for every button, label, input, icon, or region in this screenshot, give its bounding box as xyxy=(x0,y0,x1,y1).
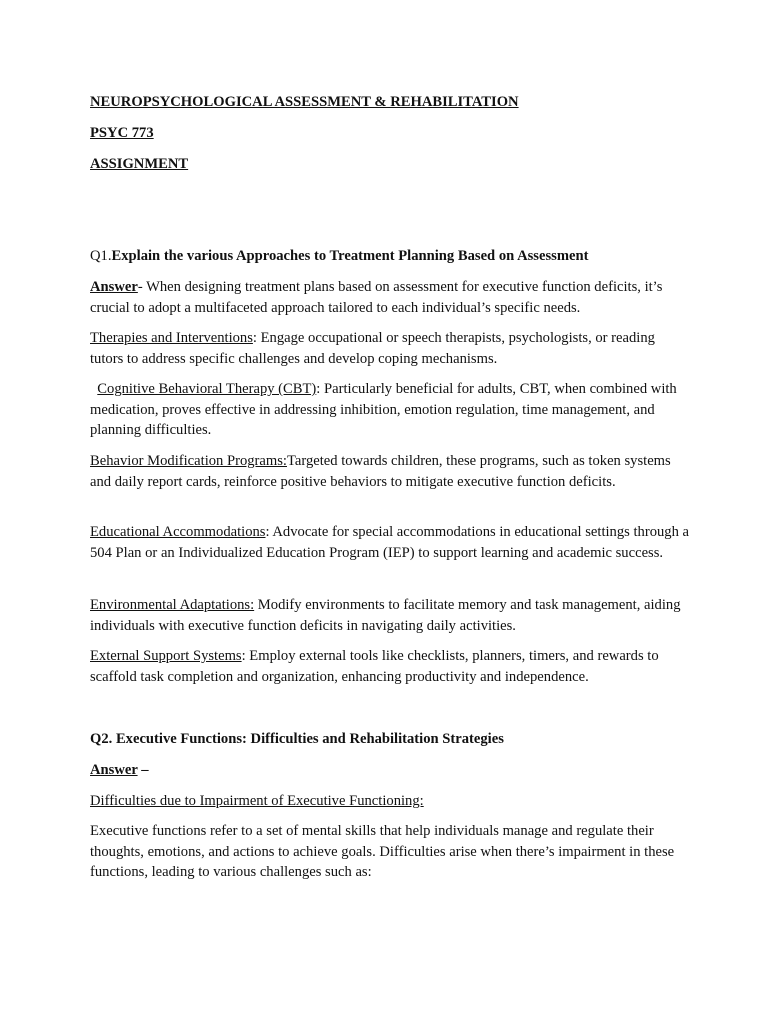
q1-item-term: Behavior Modification Programs: xyxy=(90,453,287,469)
q1-item-term: External Support Systems xyxy=(90,648,242,664)
course-code: PSYC 773 xyxy=(90,125,154,141)
q1-item-text: : Employ external tools like checklists, planners, timers, and rewards to scaffold task completion and organization, enhancing productivity and independence. xyxy=(90,648,659,685)
q1-answer xyxy=(90,277,690,318)
q1-item-environmental-adaptations xyxy=(90,595,690,636)
q1-item-term: Therapies and Interventions xyxy=(90,330,253,346)
q1-heading xyxy=(90,246,690,267)
q1-item-external-support xyxy=(90,646,690,687)
q1-item-text: : Engage occupational or speech therapists, psychologists, or reading tutors to address specific challenges and develop coping mechanisms. xyxy=(90,330,655,367)
q1-item-term: Educational Accommodations xyxy=(90,524,266,540)
q1-prefix: Q1. xyxy=(90,248,112,264)
q2-answer xyxy=(90,760,690,781)
q1-item-term: Environmental Adaptations: xyxy=(90,597,255,613)
q2-paragraph: Executive functions refer to a set of mental skills that help individuals manage and regulate their thoughts, emotions, and actions to achieve goals. Difficulties arise when there’s impairment in these functions, leading to various challenges such as: xyxy=(90,823,675,880)
q1-item-therapies xyxy=(90,328,690,369)
q2-answer-label: Answer xyxy=(90,762,138,778)
course-title: NEUROPSYCHOLOGICAL ASSESSMENT & REHABILITATION xyxy=(90,94,519,110)
q1-answer-text: - When designing treatment plans based on assessment for executive function deficits, it’s crucial to adopt a multifaceted approach tailored to each individual’s specific needs. xyxy=(90,279,663,316)
q1-question: Explain the various Approaches to Treatment Planning Based on Assessment xyxy=(111,248,589,264)
q2-answer-suffix: – xyxy=(137,762,149,778)
q1-item-text: Modify environments to facilitate memory and task management, aiding individuals with executive function deficits in navigating daily activities. xyxy=(90,597,681,634)
q1-item-behavior-modification xyxy=(90,451,690,492)
q1-item-text: : Advocate for special accommodations in educational settings through a 504 Plan or an Individualized Education Program (IEP) to support learning and academic success. xyxy=(90,524,690,561)
q1-item-cbt xyxy=(90,379,690,441)
document-type: ASSIGNMENT xyxy=(90,156,189,172)
q1-item-text: Targeted towards children, these programs, such as token systems and daily report cards, reinforce positive behaviors to mitigate executive function deficits. xyxy=(90,453,671,490)
q1-answer-label: Answer xyxy=(90,279,138,295)
q1-item-educational-accommodations xyxy=(90,522,690,563)
q1-item-text: : Particularly beneficial for adults, CBT, when combined with medication, proves effective in addressing inhibition, emotion regulation, time management, and planning difficulties. xyxy=(90,381,677,438)
q1-item-term: Cognitive Behavioral Therapy (CBT) xyxy=(97,381,317,397)
q2-heading: Q2. Executive Functions: Difficulties and Rehabilitation Strategies xyxy=(90,731,504,747)
q2-subheading: Difficulties due to Impairment of Executive Functioning: xyxy=(90,793,424,809)
